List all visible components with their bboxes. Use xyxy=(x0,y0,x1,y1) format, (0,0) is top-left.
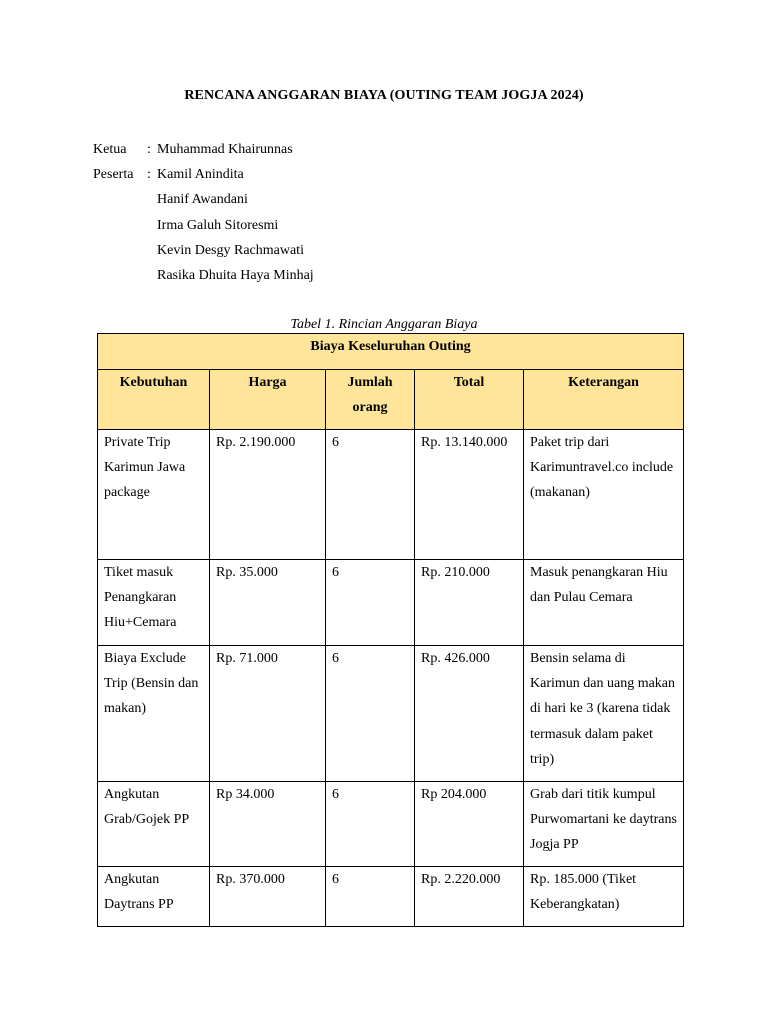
column-header: Keterangan xyxy=(524,370,684,430)
ketua-label: Ketua xyxy=(93,142,127,157)
peserta-name: Rasika Dhuita Haya Minhaj xyxy=(157,267,314,283)
harga-cell: Rp. 71.000 xyxy=(210,646,326,782)
peserta-name: Irma Galuh Sitoresmi xyxy=(157,217,279,233)
keterangan-cell: Rp. 185.000 (Tiket Keberangkatan) xyxy=(524,867,684,927)
kebutuhan-cell: Angkutan Grab/Gojek PP xyxy=(98,782,210,867)
harga-cell: Rp. 2.190.000 xyxy=(210,430,326,560)
harga-cell: Rp. 370.000 xyxy=(210,867,326,927)
harga-cell: Rp. 35.000 xyxy=(210,560,326,646)
column-header: Kebutuhan xyxy=(98,370,210,430)
peserta-name: Hanif Awandani xyxy=(157,192,248,208)
jumlah-cell: 6 xyxy=(326,646,415,782)
peserta-row xyxy=(93,238,314,263)
table-caption: Tabel 1. Rincian Anggaran Biaya xyxy=(290,317,478,332)
table-row xyxy=(98,430,684,560)
table-main-header: Biaya Keseluruhan Outing xyxy=(98,334,684,370)
kebutuhan-cell: Private Trip Karimun Jawa package xyxy=(98,430,210,560)
jumlah-cell: 6 xyxy=(326,867,415,927)
peserta-row xyxy=(93,187,314,212)
total-cell: Rp. 2.220.000 xyxy=(415,867,524,927)
ketua-row xyxy=(93,137,314,162)
total-cell: Rp. 13.140.000 xyxy=(415,430,524,560)
harga-cell: Rp 34.000 xyxy=(210,782,326,867)
keterangan-cell: Grab dari titik kumpul Purwomartani ke daytrans Jogja PP xyxy=(524,782,684,867)
keterangan-cell: Paket trip dari Karimuntravel.co include (makanan) xyxy=(524,430,684,560)
peserta-label: Peserta xyxy=(93,167,134,183)
total-cell: Rp. 426.000 xyxy=(415,646,524,782)
table-row xyxy=(98,867,684,927)
peserta-row xyxy=(93,213,314,238)
team-info xyxy=(93,137,314,288)
peserta-name: Kamil Anindita xyxy=(157,167,244,183)
keterangan-cell: Bensin selama di Karimun dan uang makan di hari ke 3 (karena tidak termasuk dalam paket trip) xyxy=(524,646,684,782)
kebutuhan-cell: Tiket masuk Penangkaran Hiu+Cemara xyxy=(98,560,210,646)
jumlah-cell: 6 xyxy=(326,560,415,646)
jumlah-cell: 6 xyxy=(326,782,415,867)
kebutuhan-cell: Biaya Exclude Trip (Bensin dan makan) xyxy=(98,646,210,782)
table-row xyxy=(98,560,684,646)
budget-table xyxy=(97,333,684,927)
keterangan-cell: Masuk penangkaran Hiu dan Pulau Cemara xyxy=(524,560,684,646)
table-row xyxy=(98,646,684,782)
kebutuhan-cell: Angkutan Daytrans PP xyxy=(98,867,210,927)
document-title: RENCANA ANGGARAN BIAYA (OUTING TEAM JOGJA 2024) xyxy=(184,88,584,103)
jumlah-cell: 6 xyxy=(326,430,415,560)
peserta-row xyxy=(93,162,314,187)
ketua-separator: : xyxy=(147,142,151,157)
total-cell: Rp. 210.000 xyxy=(415,560,524,646)
column-header: Total xyxy=(415,370,524,430)
column-header: Jumlah orang xyxy=(326,370,415,430)
ketua-name: Muhammad Khairunnas xyxy=(157,142,293,157)
peserta-name: Kevin Desgy Rachmawati xyxy=(157,242,304,258)
table-row xyxy=(98,782,684,867)
total-cell: Rp 204.000 xyxy=(415,782,524,867)
column-header: Harga xyxy=(210,370,326,430)
peserta-separator: : xyxy=(147,167,151,183)
peserta-row xyxy=(93,263,314,288)
